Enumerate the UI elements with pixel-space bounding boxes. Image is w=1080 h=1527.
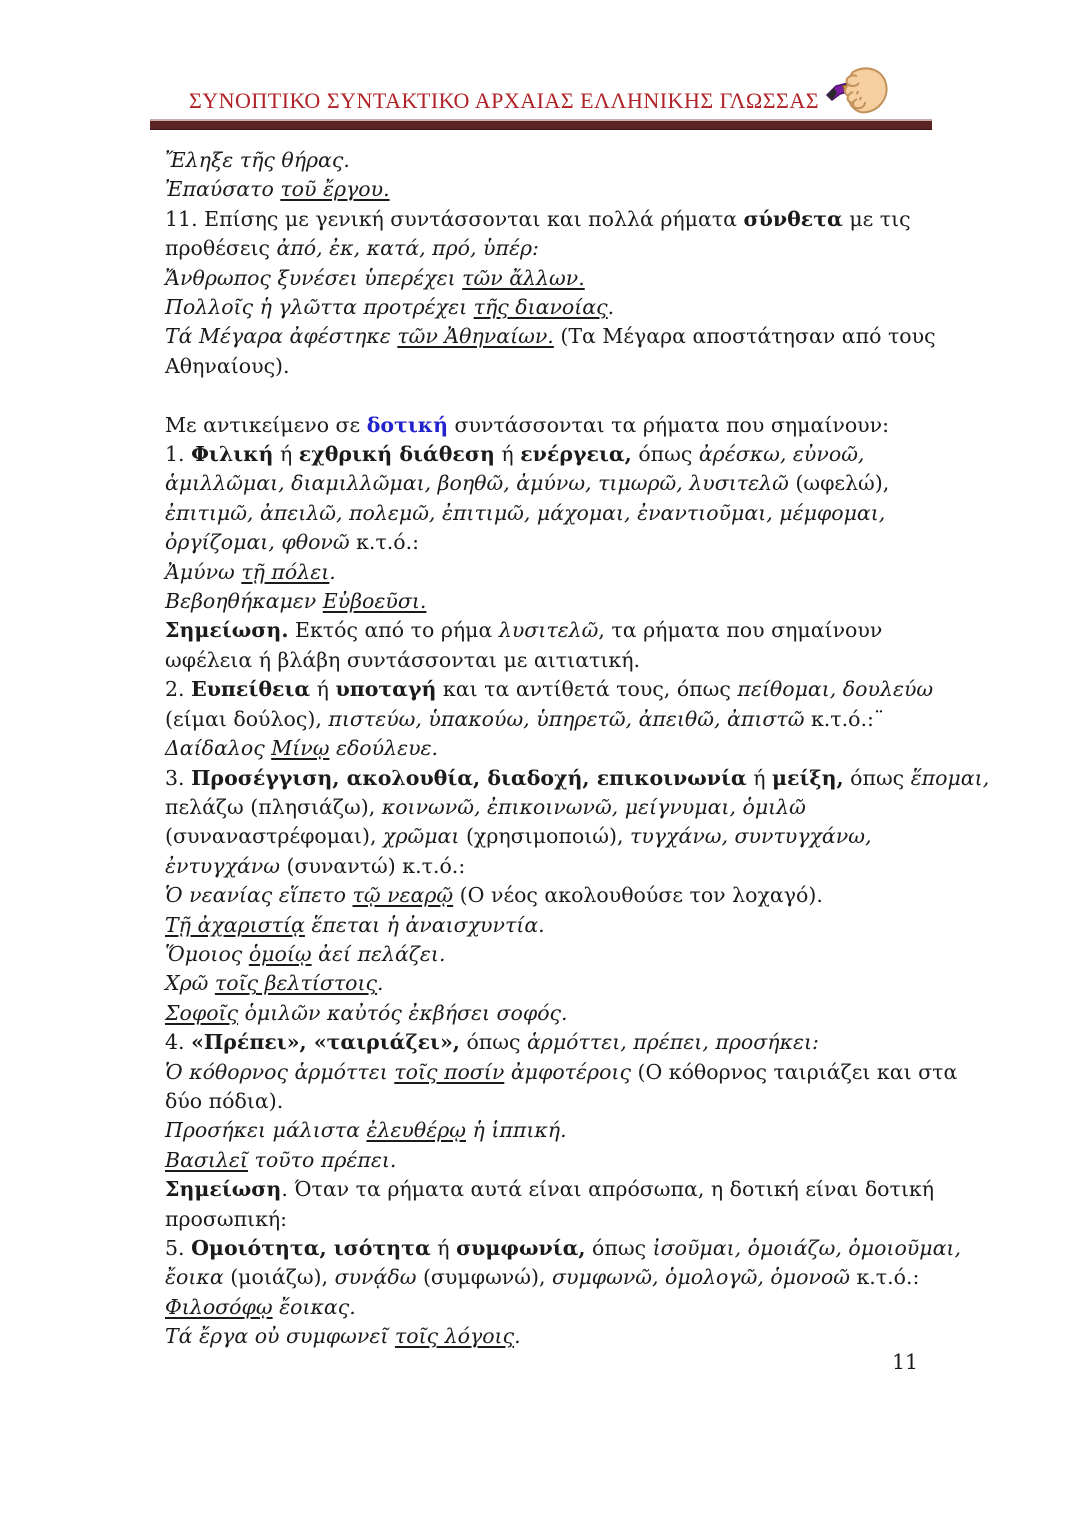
- text-run: Ὁ κόθορνος ἁρμόττει: [165, 1059, 395, 1084]
- text-run: 1.: [165, 442, 192, 467]
- text-run: (Ο νέος ακολουθούσε τον λοχαγό).: [453, 883, 823, 908]
- text-run: Εκτός από το ρήμα: [288, 618, 499, 643]
- text-run: τοῖς λόγοις: [394, 1324, 515, 1349]
- text-run: ὀργίζομαι, φθονῶ: [165, 530, 350, 555]
- text-run: (συναναστρέφομαι),: [165, 824, 384, 849]
- text-run: Ἔληξε τῆς θήρας.: [165, 148, 350, 172]
- text-run: ενέργεια,: [520, 442, 632, 467]
- text-run: ωφέλεια ή βλάβη συντάσσονται με αιτιατική.: [165, 647, 641, 672]
- text-run: και τα αντίθετά τους, όπως: [436, 677, 738, 702]
- text-run: Με αντικείμενο σε: [165, 412, 367, 437]
- text-run: (μοιάζω),: [223, 1265, 335, 1290]
- text-run: συντάσσονται τα ρήματα που σημαίνουν:: [448, 412, 889, 437]
- text-run: τοῦτο πρέπει.: [247, 1147, 397, 1172]
- text-run: τοῖς ποσίν: [394, 1059, 505, 1084]
- text-run: ἀπό, ἐκ, κατά, πρό, ὑπέρ:: [276, 236, 539, 261]
- text-run: εχθρική διάθεση: [298, 442, 495, 467]
- text-run: .: [607, 295, 615, 320]
- blank-line: [165, 381, 935, 410]
- text-line: [165, 881, 935, 910]
- text-run: Σημείωση: [165, 1177, 282, 1202]
- text-line: [165, 352, 935, 381]
- text-line: [165, 440, 935, 469]
- text-line: [165, 1058, 958, 1087]
- text-run: Τῇ ἀχαριστίᾳ: [165, 912, 305, 937]
- text-run: σύνθετα: [743, 206, 843, 231]
- text-line: [165, 616, 935, 645]
- text-run: ἔοικας.: [272, 1294, 356, 1319]
- text-run: Δαίδαλος: [165, 736, 272, 761]
- text-run: κ.τ.ό.:: [349, 530, 420, 555]
- text-run: Εὐβοεῦσι.: [322, 589, 427, 614]
- text-line: [165, 411, 935, 440]
- text-line: [165, 205, 935, 234]
- text-line: [165, 558, 935, 587]
- text-run: Προσήκει μάλιστα: [165, 1118, 367, 1143]
- text-run: πιστεύω, ὑπακούω, ὑπηρετῶ, ἀπειθῶ, ἀπιστῶ: [328, 706, 805, 731]
- text-run: .: [377, 971, 384, 996]
- text-run: μείξη,: [772, 765, 844, 790]
- text-run: πελάζω (πλησιάζω),: [165, 794, 382, 819]
- text-run: ἀρέσκω, εὐνοῶ,: [698, 442, 865, 467]
- text-run: Ομοιότητα, ισότητα: [191, 1236, 431, 1261]
- text-run: Βασιλεῖ: [165, 1147, 248, 1172]
- text-run: ή: [746, 765, 773, 790]
- text-run: όπως: [459, 1030, 527, 1055]
- text-run: 3.: [165, 765, 192, 790]
- text-run: Ευπείθεια: [191, 677, 311, 702]
- text-run: ἁμιλλῶμαι, διαμιλλῶμαι, βοηθῶ, ἀμύνω, τιμωρῶ, λυσιτελῶ: [165, 471, 789, 496]
- text-run: «Πρέπει», «ταιριάζει»,: [191, 1030, 460, 1055]
- header-row: [150, 56, 932, 116]
- text-run: (ωφελώ),: [788, 471, 890, 496]
- header-rule: [150, 119, 932, 130]
- dative-term-highlight: δοτική: [366, 412, 449, 437]
- text-run: κοινωνῶ, ἐπικοινωνῶ, μείγνυμαι, ὁμιλῶ: [381, 794, 806, 819]
- text-run: προθέσεις: [165, 236, 277, 261]
- text-run: ή: [430, 1236, 457, 1261]
- text-run: κ.τ.ό.:¨: [804, 706, 885, 731]
- text-run: ἁρμόττει, πρέπει, προσήκει:: [526, 1030, 819, 1055]
- text-run: ή: [494, 442, 521, 467]
- text-run: ἔοικα: [165, 1265, 224, 1290]
- text-line: [165, 264, 935, 293]
- text-run: ἐπιτιμῶ, ἀπειλῶ, πολεμῶ, ἐπιτιμῶ, μάχομαι, ἐναντιοῦμαι, μέμφομαι,: [165, 500, 886, 525]
- text-line: [165, 499, 935, 528]
- text-run: ἕπομαι,: [910, 765, 990, 790]
- text-run: (είμαι δούλος),: [165, 706, 329, 731]
- text-line: [165, 587, 935, 616]
- text-run: 5.: [165, 1236, 192, 1261]
- text-run: ἡ ἱππική.: [466, 1118, 567, 1143]
- text-run: (Ο κόθορνος ταιριάζει και στα: [630, 1059, 958, 1084]
- text-run: Ἄνθρωπος ξυνέσει ὑπερέχει: [165, 265, 463, 290]
- text-run: τῶν ἄλλων.: [462, 265, 585, 290]
- text-run: Προσέγγιση, ακολουθία, διαδοχή, επικοινωνία: [191, 765, 747, 790]
- text-run: πείθομαι, δουλεύω: [737, 677, 934, 702]
- text-run: τῶν Ἀθηναίων.: [397, 324, 554, 349]
- text-run: όπως: [843, 765, 911, 790]
- text-line: [165, 1263, 935, 1292]
- text-run: Ὁ νεανίας εἵπετο: [165, 883, 353, 908]
- text-run: υποταγή: [335, 677, 437, 702]
- text-line: [165, 293, 935, 322]
- text-line: [165, 646, 935, 675]
- text-run: τυγχάνω, συντυγχάνω,: [630, 824, 872, 849]
- text-line: [165, 1175, 935, 1204]
- page-number: 11: [892, 1350, 919, 1374]
- text-line: [165, 705, 935, 734]
- text-run: ἐντυγχάνω: [165, 853, 280, 878]
- text-line: [165, 1322, 935, 1351]
- text-run: λυσιτελῶ: [498, 618, 599, 643]
- text-run: ὁμοίῳ: [248, 941, 312, 966]
- text-run: Σημείωση.: [165, 618, 289, 643]
- text-run: ἀμφοτέροις: [504, 1059, 631, 1084]
- text-run: Ἐπαύσατο: [165, 177, 281, 202]
- text-run: όπως: [631, 442, 699, 467]
- text-line: [165, 1087, 935, 1116]
- text-run: 2.: [165, 677, 192, 702]
- text-line: [165, 1234, 961, 1263]
- text-run: τοῦ ἔργου.: [280, 177, 390, 202]
- text-line: [165, 1028, 935, 1057]
- text-line: [165, 1146, 935, 1175]
- text-run: εδούλευε.: [329, 736, 439, 761]
- text-run: .: [514, 1324, 521, 1349]
- text-run: χρῶμαι: [383, 824, 460, 849]
- text-run: Βεβοηθήκαμεν: [165, 589, 323, 614]
- text-run: (συμφωνώ),: [416, 1265, 552, 1290]
- text-run: .: [329, 559, 336, 584]
- document-header-title: ΣΥΝΟΠΤΙΚΟ ΣΥΝΤΑΚΤΙΚΟ ΑΡΧΑΙΑΣ ΕΛΛΗΝΙΚΗΣ ΓΛΩΣΣΑΣ: [188, 88, 820, 113]
- text-run: Φιλοσόφῳ: [165, 1294, 273, 1319]
- text-line: [165, 175, 935, 204]
- text-run: με τις: [842, 206, 911, 231]
- text-run: προσωπική:: [165, 1206, 288, 1231]
- text-run: ἀεί πελάζει.: [311, 941, 446, 966]
- text-line: [165, 940, 935, 969]
- text-run: Πολλοῖς ἡ γλῶττα προτρέχει: [165, 295, 474, 320]
- text-run: συμφωνῶ, ὁμολογῶ, ὁμονοῶ: [552, 1265, 850, 1290]
- text-run: Αθηναίους).: [165, 353, 290, 378]
- text-run: Φιλική: [191, 442, 274, 467]
- text-run: τῇ πόλει: [241, 559, 330, 584]
- text-run: 11. Επίσης με γενική συντάσσονται και πολλά ρήματα: [165, 206, 744, 231]
- text-line: [165, 852, 935, 881]
- text-line: [165, 911, 935, 940]
- text-line: [165, 1293, 935, 1322]
- text-run: (χρησιμοποιώ),: [459, 824, 630, 849]
- text-run: , τα ρήματα που σημαίνουν: [598, 618, 883, 643]
- text-run: . Όταν τα ρήματα αυτά είναι απρόσωπα, η δοτική είναι δοτική: [281, 1177, 934, 1202]
- text-line: [165, 734, 935, 763]
- text-run: Τά ἔργα οὐ συμφωνεῖ: [165, 1324, 395, 1349]
- text-run: Ἀμύνω: [165, 559, 242, 584]
- text-run: ή: [273, 442, 299, 467]
- text-line: [165, 1205, 935, 1234]
- text-line: [165, 675, 935, 704]
- text-line: [165, 999, 935, 1028]
- text-line: [165, 528, 935, 557]
- text-run: τῆς διανοίας: [473, 295, 608, 320]
- text-run: ή: [310, 677, 336, 702]
- text-line: [165, 469, 935, 498]
- hand-writing-pen-icon: [823, 62, 893, 126]
- text-run: συμφωνία,: [456, 1236, 586, 1261]
- text-run: κ.τ.ό.:: [849, 1265, 920, 1290]
- document-header: [150, 56, 932, 130]
- text-run: Μίνῳ: [271, 736, 330, 761]
- text-line: [165, 764, 990, 793]
- text-run: ὁμιλῶν καὐτός ἐκβήσει σοφός.: [238, 1000, 568, 1025]
- text-run: τοῖς βελτίστοις: [214, 971, 378, 996]
- text-line: [165, 822, 935, 851]
- text-run: Χρῶ: [165, 971, 215, 996]
- text-run: Σοφοῖς: [165, 1000, 239, 1025]
- text-run: ἐλευθέρῳ: [366, 1118, 467, 1143]
- text-run: συνᾴδω: [334, 1265, 417, 1290]
- text-run: (συναντώ) κ.τ.ό.:: [279, 853, 466, 878]
- text-run: (Τα Μέγαρα αποστάτησαν από τους: [553, 324, 936, 349]
- text-run: όπως: [585, 1236, 653, 1261]
- text-line: [165, 793, 935, 822]
- text-line: [165, 1116, 935, 1145]
- text-run: ἰσοῦμαι, ὁμοιάζω, ὁμοιοῦμαι,: [652, 1236, 961, 1261]
- text-run: ἕπεται ἡ ἀναισχυντία.: [304, 912, 545, 937]
- text-run: δύο πόδια).: [165, 1088, 284, 1113]
- text-run: 4.: [165, 1030, 192, 1055]
- text-line: [165, 146, 935, 175]
- text-run: τῷ νεαρῷ: [352, 883, 454, 908]
- document-body: [165, 146, 990, 1352]
- text-line: [165, 234, 935, 263]
- text-run: Ὅμοιος: [165, 941, 249, 966]
- text-line: [165, 322, 935, 351]
- text-run: Τά Μέγαρα ἀφέστηκε: [165, 324, 398, 349]
- text-line: [165, 969, 935, 998]
